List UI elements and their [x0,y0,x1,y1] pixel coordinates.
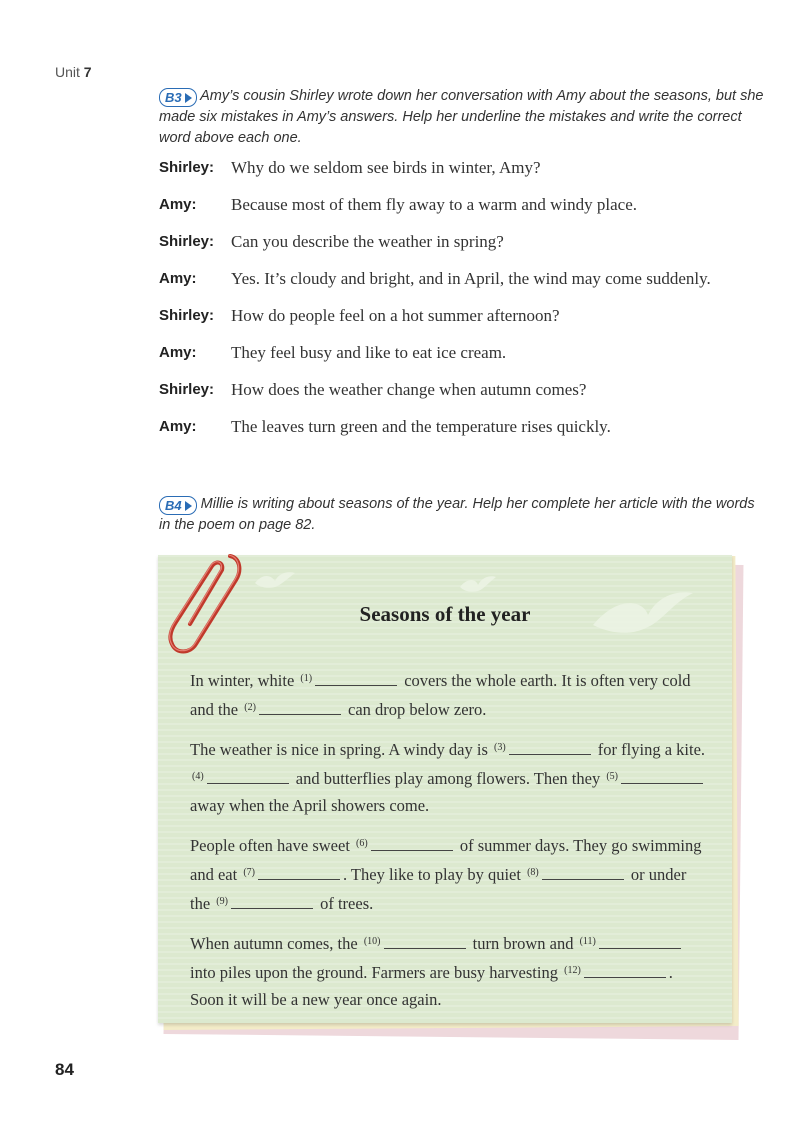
speaker: Shirley: [159,381,215,398]
unit-number: 7 [83,64,92,80]
speaker: Amy: [159,270,197,287]
blank-number: (8) [527,867,539,878]
line-text: Yes. It’s cloudy and bright, and in April, the wind may come suddenly. [231,269,711,288]
b3-badge-label: B3 [165,90,182,105]
b4-instruction [159,494,769,536]
blank-number: (3) [494,742,506,753]
line-text: Why do we seldom see birds in winter, Amy? [231,158,541,177]
b3-instruction-text: Amy’s cousin Shirley wrote down her conversation with Amy about the seasons, but she made six mistakes in Amy’s answers. Help her underline the mistakes and write the correct word above each one. [159,88,764,146]
line-text: Can you describe the weather in spring? [231,232,504,251]
blank-line[interactable] [315,671,397,686]
blank-line[interactable] [231,894,313,909]
b4-badge [159,496,197,515]
blank-number: (11) [579,936,596,947]
blank-line[interactable] [542,865,624,880]
line-text: They feel busy and like to eat ice cream. [231,343,507,362]
text-segment: or under the [190,865,687,913]
dialogue-line [159,157,729,179]
dialogue-line [159,342,729,364]
dialogue-line [159,379,729,401]
article-paragraph [190,830,710,917]
b3-badge [159,88,197,107]
blank-number: (7) [243,867,255,878]
blank-number: (2) [244,702,256,713]
paperclip-icon [160,548,250,658]
blank-line[interactable] [207,769,289,784]
b4-badge-label: B4 [165,498,182,513]
blank-number: (6) [356,838,368,849]
unit-label [55,64,92,80]
line-text: How does the weather change when autumn comes? [231,380,587,399]
text-segment: People often have sweet [190,836,350,855]
play-icon [185,501,192,511]
article-body [190,665,710,1024]
dialogue [159,157,729,453]
speaker: Amy: [159,418,197,435]
blank-line[interactable] [621,769,703,784]
text-segment: into piles upon the ground. Farmers are busy harvesting [190,963,558,982]
b4-instruction-text: Millie is writing about seasons of the year. Help her complete her article with the words in the poem on page 82. [159,496,755,533]
text-segment: The weather is nice in spring. A windy day is [190,740,488,759]
line-text: Because most of them fly away to a warm and windy place. [231,195,637,214]
text-segment: and butterflies play among flowers. Then they [295,769,601,788]
text-segment: covers the whole earth. It is often very cold and the [190,671,691,719]
dialogue-line [159,416,729,438]
article-paragraph [190,928,710,1013]
text-segment: . They like to play by quiet [342,865,521,884]
unit-text: Unit [55,64,80,80]
blank-number: (9) [216,896,228,907]
line-text: How do people feel on a hot summer afternoon? [231,306,560,325]
bird-icon [253,569,297,593]
bird-icon [458,573,498,597]
blank-number: (10) [363,936,381,947]
text-segment: away when the April showers come. [190,796,430,815]
blank-line[interactable] [584,963,666,978]
text-segment: When autumn comes, the [190,934,358,953]
dialogue-line [159,194,729,216]
text-segment: of summer days. They go swimming and eat [190,836,702,884]
article-paragraph [190,665,710,723]
dialogue-line [159,268,729,290]
text-segment: for flying a kite. [597,740,706,759]
blank-number: (4) [192,771,204,782]
blank-line[interactable] [371,836,453,851]
blank-number: (1) [300,673,313,684]
play-icon [185,93,192,103]
b3-instruction [159,86,769,149]
speaker: Shirley: [159,159,215,176]
line-text: The leaves turn green and the temperature rises quickly. [231,417,611,436]
speaker: Amy: [159,344,197,361]
blank-number: (5) [606,771,618,782]
text-segment: turn brown and [472,934,574,953]
text-segment: of trees. [320,894,374,913]
blank-line[interactable] [259,700,341,715]
text-segment: . Soon it will be a new year once again. [190,963,673,1009]
speaker: Amy: [159,196,197,213]
blank-line[interactable] [384,934,466,949]
blank-line[interactable] [599,934,681,949]
speaker: Shirley: [159,233,215,250]
page-number: 84 [55,1060,74,1079]
blank-number: (12) [564,965,581,976]
article-title: Seasons of the year [359,602,531,626]
article-paragraph [190,734,710,819]
text-segment: can drop below zero. [348,700,487,719]
dialogue-line [159,305,729,327]
speaker: Shirley: [159,307,215,324]
blank-line[interactable] [258,865,340,880]
dialogue-line [159,231,729,253]
blank-line[interactable] [509,740,591,755]
text-segment: In winter, white [190,671,295,690]
